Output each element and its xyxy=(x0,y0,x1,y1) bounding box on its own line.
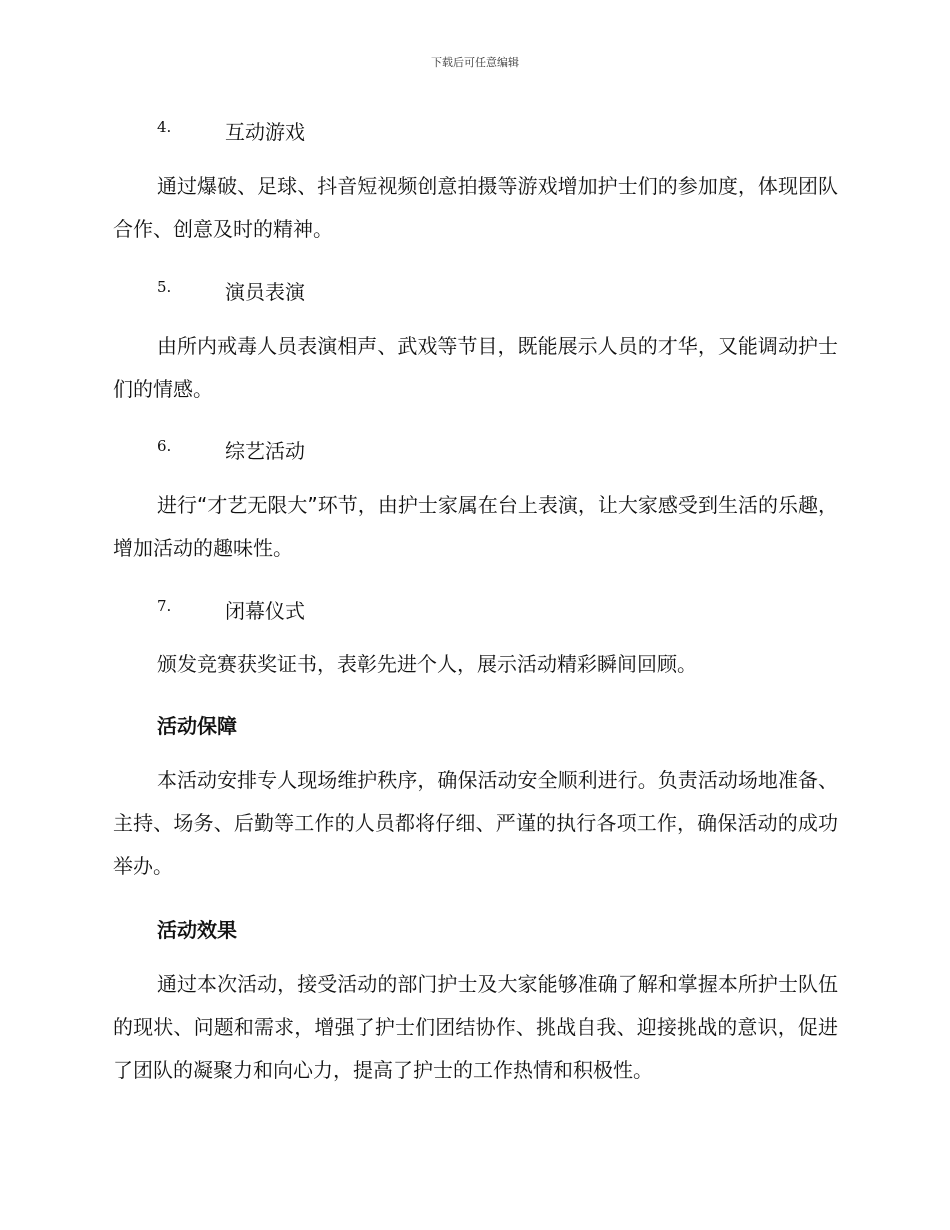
item-paragraph: 由所内戒毒人员表演相声、武戏等节目，既能展示人员的才华，又能调动护士们的情感。 xyxy=(113,334,838,401)
item-number: 4. xyxy=(157,118,172,136)
item-title: 综艺活动 xyxy=(225,439,305,463)
page-header: 下载后可任意编辑 xyxy=(431,56,519,69)
item-number: 7. xyxy=(157,597,172,615)
item-heading xyxy=(157,116,917,146)
section-title: 活动保障 xyxy=(157,714,237,738)
item-title: 闭幕仪式 xyxy=(225,599,305,623)
section-title: 活动效果 xyxy=(157,918,237,942)
section-paragraph: 本活动安排专人现场维护秩序，确保活动安全顺利进行。负责活动场地准备、主持、场务、后勤等工作的人员都将仔细、严谨的执行各项工作，确保活动的成功举办。 xyxy=(113,768,838,878)
section-paragraph: 通过本次活动，接受活动的部门护士及大家能够准确了解和掌握本所护士队伍的现状、问题和需求，增强了护士们团结协作、挑战自我、迎接挑战的意识，促进了团队的凝聚力和向心力，提高了护士的工作热情和积极性。 xyxy=(113,972,838,1082)
item-number: 6. xyxy=(157,437,172,455)
item-paragraph: 通过爆破、足球、抖音短视频创意拍摄等游戏增加护士们的参加度，体现团队合作、创意及时的精神。 xyxy=(113,174,838,241)
item-title: 演员表演 xyxy=(225,280,305,304)
item-title: 互动游戏 xyxy=(225,120,305,144)
item-number: 5. xyxy=(157,278,172,296)
item-heading xyxy=(157,435,917,465)
item-heading xyxy=(157,595,917,625)
item-heading xyxy=(157,276,917,306)
item-paragraph: 颁发竞赛获奖证书，表彰先进个人，展示活动精彩瞬间回顾。 xyxy=(157,652,697,676)
item-paragraph: 进行“才艺无限大”环节，由护士家属在台上表演，让大家感受到生活的乐趣，增加活动的趣味性。 xyxy=(113,493,838,560)
